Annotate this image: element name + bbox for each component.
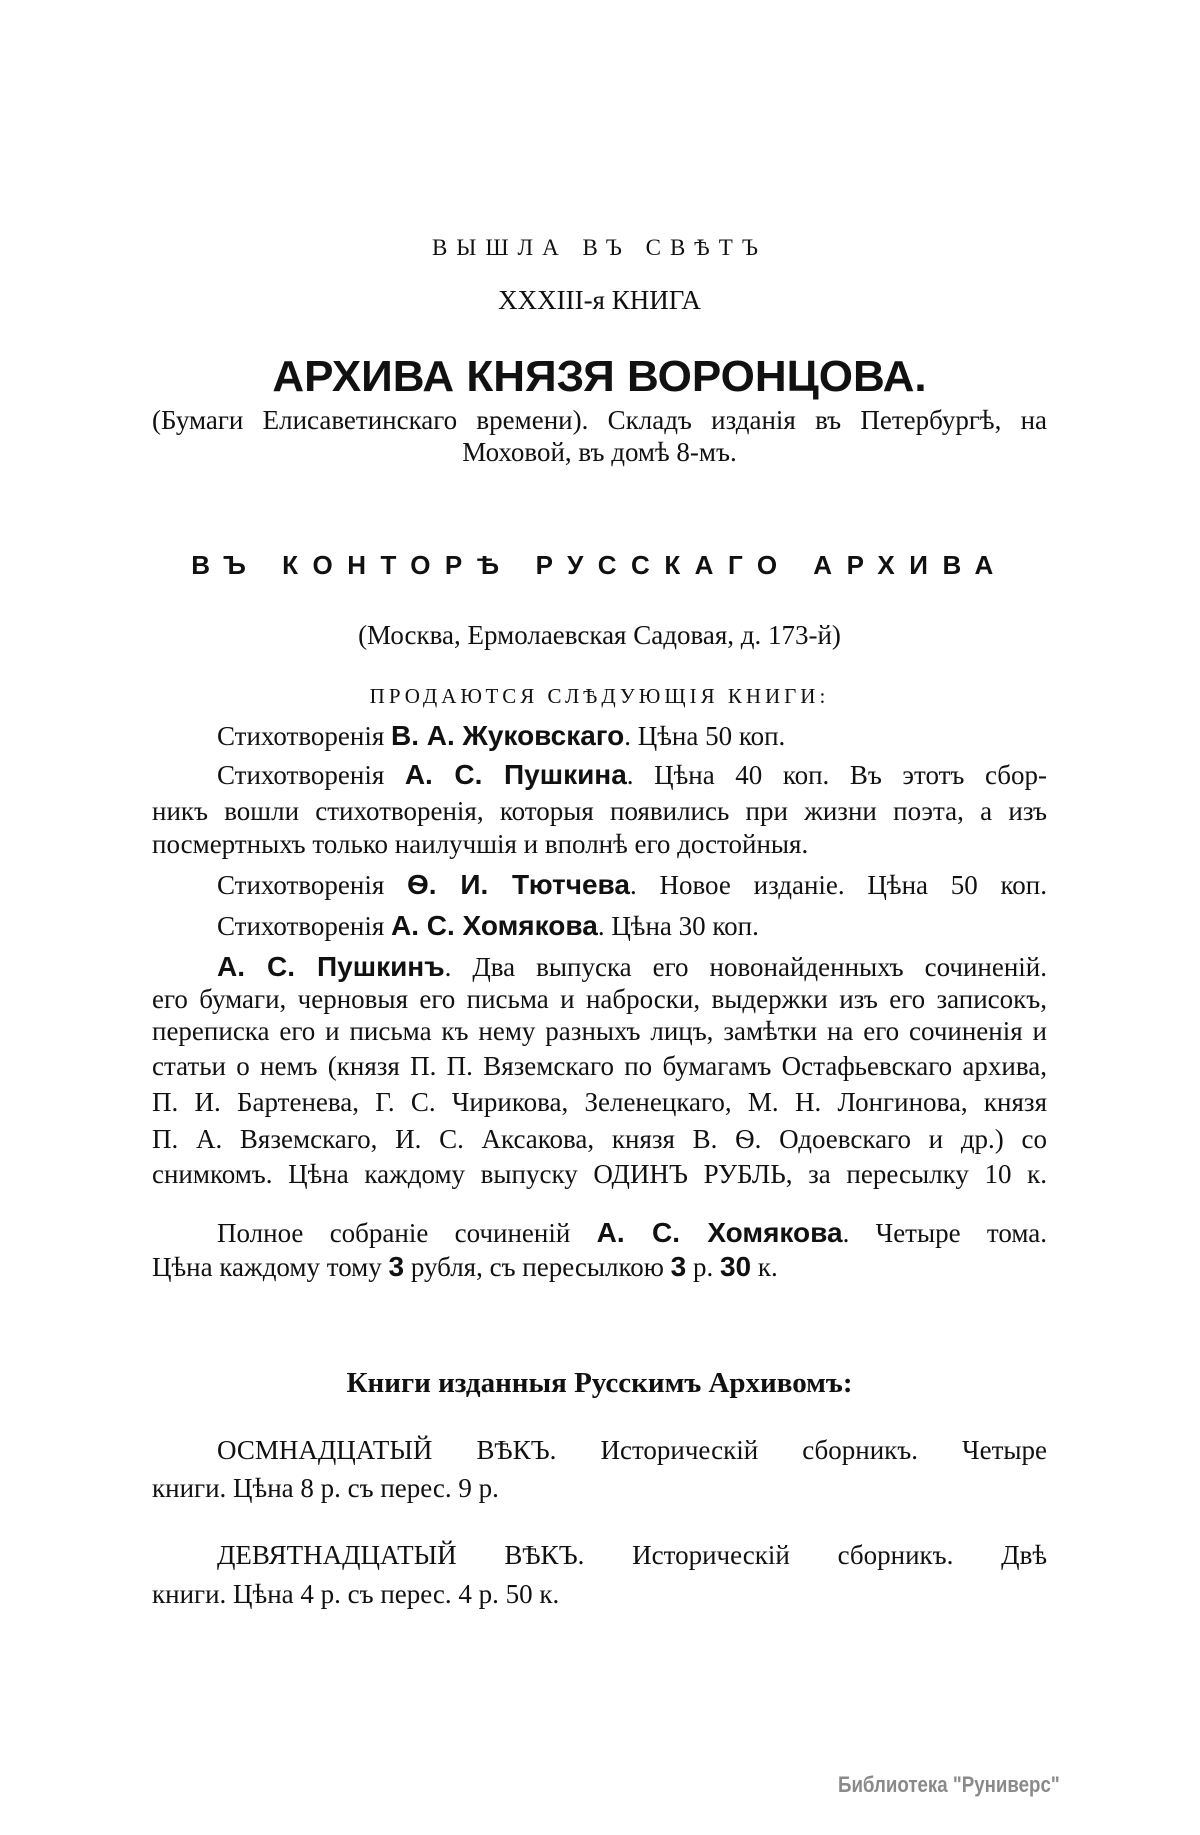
text-segment: р.	[686, 1252, 720, 1282]
text-line	[217, 867, 1047, 903]
text-segment: Цѣна каждому тому	[152, 1252, 389, 1282]
text-segment: его бумаги, черновыя его письма и наброски, выдержки изъ его записокъ,	[152, 984, 1047, 1014]
text-line	[217, 949, 1047, 985]
text-segment: Стихотворенія	[217, 721, 391, 751]
for-sale-heading	[152, 676, 1047, 712]
header-published	[152, 228, 1047, 264]
text-line	[152, 1121, 1047, 1157]
text-line	[217, 757, 1047, 793]
text-segment: П. И. Бартенева, Г. С. Чирикова, Зеленецкаго, М. Н. Лонгинова, князя	[152, 1087, 1047, 1117]
text-segment: Полное собраніе сочиненій	[217, 1218, 597, 1248]
text-segment: . Цѣна 40 коп. Въ этотъ сбор-	[626, 760, 1047, 790]
text-segment: ВЪ КОНТОРѢ РУССКАГО АРХИВА	[191, 550, 1008, 580]
text-line	[217, 1432, 1047, 1468]
text-segment: снимкомъ. Цѣна каждому выпуску ОДИНЪ РУБЛЬ, за пересылку 10 к.	[152, 1159, 1047, 1189]
text-segment: ДЕВЯТНАДЦАТЫЙ ВѢКЪ. Историческій сборникъ. Двѣ	[217, 1540, 1047, 1570]
text-segment: Стихотворенія	[217, 870, 407, 900]
text-line	[152, 826, 1047, 862]
bold-name: А. С. Пушкина	[404, 759, 627, 790]
archive-details-2	[152, 434, 1047, 470]
text-line	[217, 908, 1047, 944]
text-line	[152, 1470, 1047, 1506]
text-line	[217, 1215, 1047, 1251]
bold-name: 3	[670, 1251, 687, 1282]
archive-details-1	[152, 402, 1047, 438]
text-line	[152, 1084, 1047, 1120]
archive-title	[152, 352, 1047, 402]
library-watermark: Библиотека "Руниверс"	[838, 1772, 1060, 1797]
bold-name: А. С. Хомякова	[390, 910, 598, 941]
text-segment: . Новое изданіе. Цѣна 50 коп.	[629, 870, 1047, 900]
text-line	[152, 981, 1047, 1017]
text-segment: рубля, съ пересылкою	[404, 1252, 671, 1282]
bold-name: А. С. Пушкинъ	[217, 951, 445, 982]
text-segment: (Бумаги Елисаветинскаго времени). Складъ изданія въ Петербургѣ, на	[152, 405, 1047, 435]
text-segment: ВЫШЛА ВЪ СВѢТЪ	[431, 235, 768, 260]
bold-name: 3	[388, 1251, 405, 1282]
text-segment: . Цѣна 50 коп.	[624, 721, 786, 751]
text-segment: никъ вошли стихотворенія, которыя появились при жизни поэта, а изъ	[152, 796, 1047, 826]
text-line	[217, 1537, 1047, 1573]
text-segment: Стихотворенія	[217, 911, 391, 941]
bold-name: 30	[719, 1251, 752, 1282]
text-line	[152, 793, 1047, 829]
text-line	[152, 1156, 1047, 1192]
text-segment: П. А. Вяземскаго, И. С. Аксакова, князя В. Ѳ. Одоевскаго и др.) со	[152, 1124, 1047, 1154]
bold-name: В. А. Жуковскаго	[390, 720, 625, 751]
text-segment: Стихотворенія	[217, 760, 405, 790]
text-segment: книги. Цѣна 4 р. съ перес. 4 р. 50 к.	[152, 1579, 560, 1609]
bold-name: Ѳ. И. Тютчева	[407, 869, 630, 900]
text-segment: (Москва, Ермолаевская Садовая, д. 173-й)	[358, 620, 841, 650]
text-segment: к.	[751, 1252, 778, 1282]
text-segment: Книги изданныя Русскимъ Архивомъ:	[346, 1367, 853, 1399]
text-line	[217, 718, 1047, 754]
book-number	[152, 282, 1047, 318]
bold-name: А. С. Хомякова	[596, 1217, 843, 1248]
office-address	[152, 617, 1047, 653]
text-segment: . Четыре тома.	[842, 1218, 1047, 1248]
text-segment: ОСМНАДЦАТЫЙ ВѢКЪ. Историческій сборникъ. Четыре	[217, 1435, 1047, 1465]
text-line	[152, 1249, 1047, 1285]
text-line	[152, 1365, 1047, 1401]
text-segment: XXXIII-я КНИГА	[498, 285, 701, 315]
office-heading	[152, 547, 1047, 583]
text-segment: . Два выпуска его новонайденныхъ сочиненій.	[444, 952, 1047, 982]
text-line	[152, 1576, 1047, 1612]
text-segment: переписка его и письма къ нему разныхъ лицъ, замѣтки на его сочиненія и	[152, 1016, 1047, 1046]
text-line	[152, 1013, 1047, 1049]
text-line	[152, 1048, 1047, 1084]
text-segment: статьи о немъ (князя П. П. Вяземскаго по бумагамъ Остафьевскаго архива,	[152, 1051, 1047, 1081]
text-segment: Моховой, въ домѣ 8-мъ.	[462, 437, 737, 467]
text-segment: . Цѣна 30 коп.	[597, 911, 759, 941]
text-segment: книги. Цѣна 8 р. съ перес. 9 р.	[152, 1473, 499, 1503]
text-segment: АРХИВА КНЯЗЯ ВОРОНЦОВА.	[272, 352, 927, 401]
text-segment: ПРОДАЮТСЯ СЛѢДУЮЩІЯ КНИГИ:	[369, 684, 830, 708]
text-segment: посмертныхъ только наилучшія и вполнѣ его достойныя.	[152, 829, 809, 859]
